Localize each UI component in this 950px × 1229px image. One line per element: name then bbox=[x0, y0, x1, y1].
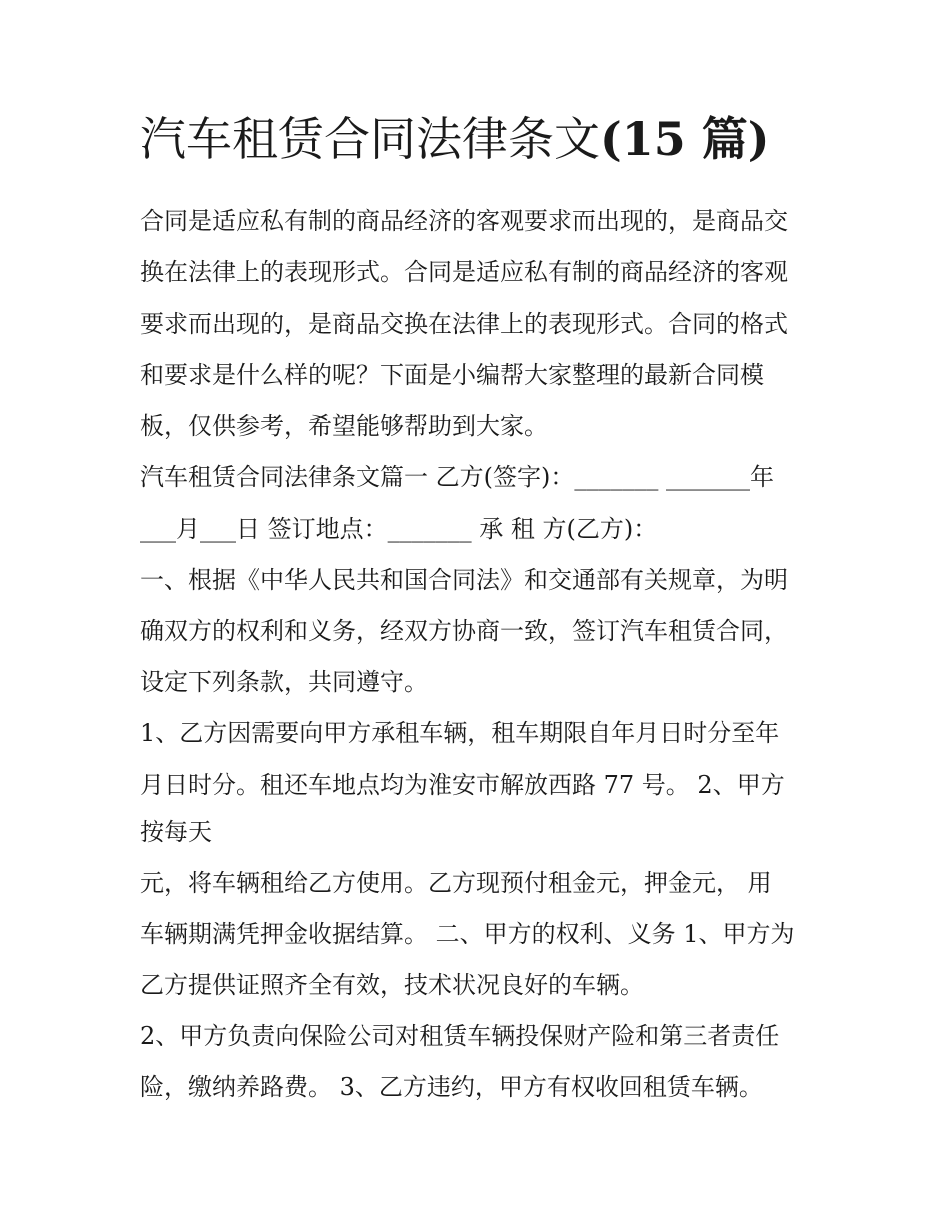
title-count: (15 篇) bbox=[600, 112, 770, 166]
body-line: 设定下列条款，共同遵守。 bbox=[140, 668, 428, 696]
body-line: 2、甲方负责向保险公司对租赁车辆投保财产险和第三者责任 bbox=[140, 1022, 780, 1050]
body-line: 险，缴纳养路费。 3、乙方违约，甲方有权收回租赁车辆。 bbox=[140, 1073, 763, 1101]
body-line: 1、乙方因需要向甲方承租车辆，租车期限自年月日时分至年 bbox=[140, 719, 780, 747]
body-line: 元，将车辆租给乙方使用。乙方现预付租金元，押金元， 用 bbox=[140, 869, 772, 897]
body-line: 合同是适应私有制的商品经济的客观要求而出现的，是商品交 bbox=[140, 207, 788, 235]
body-line: 按每天 bbox=[140, 818, 212, 846]
document-title bbox=[140, 112, 840, 167]
body-line: 车辆期满凭押金收据结算。 二、甲方的权利、义务 1、甲方为 bbox=[140, 920, 795, 948]
body-line: 汽车租赁合同法律条文篇一 乙方(签字)：_______ _______年 bbox=[140, 463, 774, 491]
body-line: 确双方的权利和义务，经双方协商一致，签订汽车租赁合同， bbox=[140, 617, 788, 645]
body-line: 月日时分。租还车地点均为淮安市解放西路 77 号。 2、甲方 bbox=[140, 771, 785, 799]
body-line: 换在法律上的表现形式。合同是适应私有制的商品经济的客观 bbox=[140, 258, 788, 286]
body-line: 一、根据《中华人民共和国合同法》和交通部有关规章，为明 bbox=[140, 566, 788, 594]
body-line: 板，仅供参考，希望能够帮助到大家。 bbox=[140, 412, 548, 440]
body-line: 乙方提供证照齐全有效，技术状况良好的车辆。 bbox=[140, 971, 644, 999]
body-line: 要求而出现的，是商品交换在法律上的表现形式。合同的格式 bbox=[140, 310, 788, 338]
title-main: 汽车租赁合同法律条文 bbox=[140, 112, 600, 166]
body-line: 和要求是什么样的呢？下面是小编帮大家整理的最新合同模 bbox=[140, 361, 764, 389]
body-line: ___月___日 签订地点：_______ 承 租 方(乙方)： bbox=[140, 515, 658, 543]
